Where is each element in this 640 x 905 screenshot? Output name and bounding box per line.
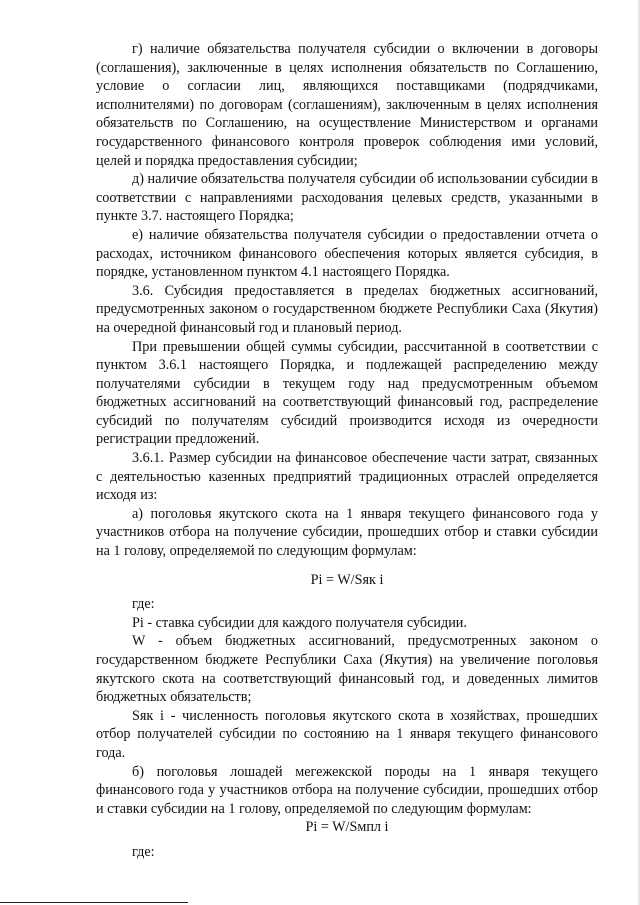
definition-s-yak: Sяк i - численность поголовья якутского скота в хозяйствах, прошедших отбор получателей субсидии по состоянию на 1 января текущего финансового года. — [96, 707, 598, 761]
definition-w: W - объем бюджетных ассигнований, предусмотренных законом о государственном бюджете Республики Саха (Якутия) на увеличение поголовья якутского скота на соответствующий финансовый год, и доведенных лимитов бюджетных обязательств; — [96, 633, 598, 706]
paragraph-e: е) наличие обязательства получателя субсидии о предоставлении отчета о расходах, источником финансового обеспечения которых является субсидия, в порядке, установленном пунктом 4.1 настоящего Порядка. — [96, 226, 598, 281]
paragraph-3-6-1: 3.6.1. Размер субсидии на финансовое обеспечение части затрат, связанных с деятельностью казенных предприятий традиционных отраслей определяется исходя из: — [96, 450, 598, 504]
paragraph-b: б) поголовья лошадей мегежекской породы на 1 января текущего финансового года у участников отбора на получение субсидии, прошедших отбор и ставки субсидии на 1 голову, определяемой по следующим формулам: — [96, 763, 598, 817]
where-label-2: где: — [132, 843, 155, 860]
definition-pi: Pi - ставка субсидии для каждого получателя субсидии. — [132, 614, 467, 631]
formula-yakut-cattle: Pi = W/Sяк i — [310, 571, 384, 588]
paragraph-3-6: 3.6. Субсидия предоставляется в пределах бюджетных ассигнований, предусмотренных законом о государственном бюджете Республики Саха (Якутия) на очередной финансовый год и плановый период. — [96, 282, 598, 336]
formula-megezhek-horses: Pi = W/Sмпл i — [305, 819, 389, 836]
paragraph-g: г) наличие обязательства получателя субсидии о включении в договоры (соглашения), заключенные в целях исполнения обязательств по Соглашению, условие о согласии лиц, являющихся поставщиками (подрядчиками, исполнителями) по договорам (соглашениям), заключенным в целях исполнения обязательств по Соглашению, на осуществление Министерством и органами государственного финансового контроля проверок соблюдения ими условий, целей и порядка предоставления субсидии; — [96, 41, 598, 169]
footnote-divider — [0, 902, 188, 903]
paragraph-a: а) поголовья якутского скота на 1 января текущего финансового года у участников отбора на получение субсидии, прошедших отбор и ставки субсидии на 1 голову, определяемой по следующим формулам: — [96, 505, 598, 560]
paragraph-excess: При превышении общей суммы субсидии, рассчитанной в соответствии с пунктом 3.6.1 настоящего Порядка, и подлежащей распределению между получателями субсидии в текущем году над предусмотренным объемом бюджетных ассигнований на соответствующий финансовый год, распределение субсидий по получателям субсидий производится исходя из очередности регистрации предложений. — [96, 338, 598, 448]
paragraph-d: д) наличие обязательства получателя субсидии об использовании субсидии в соответствии с направлениями расходования целевых средств, указанными в пункте 3.7. настоящего Порядка; — [96, 171, 598, 225]
where-label-1: где: — [132, 596, 155, 613]
document-body — [96, 40, 598, 862]
